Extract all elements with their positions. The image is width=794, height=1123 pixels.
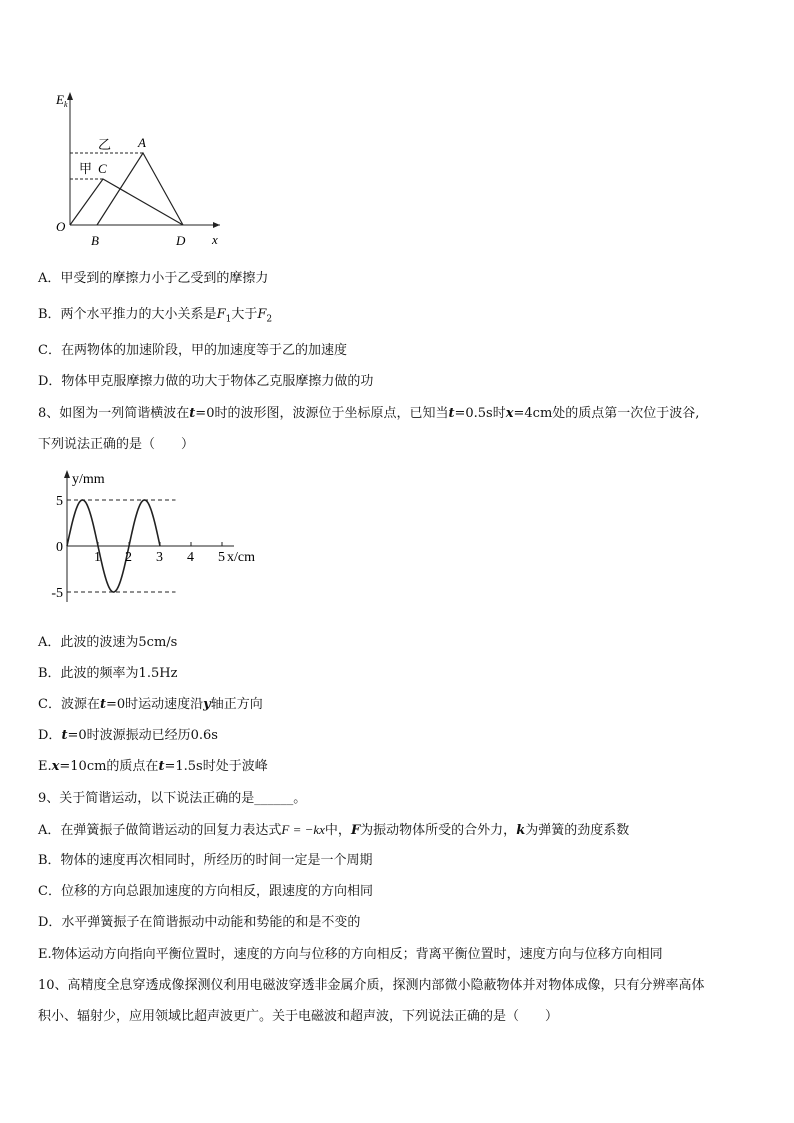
- wave-chart: [40, 466, 300, 612]
- q9-option-b: B．物体的速度再次相同时，所经历的时间一定是一个周期: [38, 853, 373, 868]
- x-tick-label-3: 3: [156, 550, 163, 565]
- q8-stem-line1: 8、如图为一列简谐横波在t=0时的波形图，波源位于坐标原点，已知当t=0.5s时x=4cm处的质点第一次位于波谷,: [38, 406, 700, 421]
- q8-option-c: C．波源在t=0时运动速度沿y轴正方向: [38, 697, 263, 712]
- y-tick-label-1: 0: [56, 540, 63, 555]
- x-axis-arrow: [213, 222, 220, 228]
- curve-yi: [97, 153, 183, 225]
- q10-stem-line2: 积小、辐射少，应用领域比超声波更广。关于电磁波和超声波，下列说法正确的是（ ）: [38, 1009, 559, 1024]
- y-axis-arrow: [67, 92, 73, 100]
- q7-option-d: D．物体甲克服摩擦力做的功大于物体乙克服摩擦力做的功: [38, 374, 374, 389]
- y-tick-label-0: 5: [56, 494, 63, 509]
- q9-option-c: C．位移的方向总跟加速度的方向相反，跟速度的方向相同: [38, 884, 373, 899]
- q9-option-d: D．水平弹簧振子在简谐振动中动能和势能的和是不变的: [38, 915, 361, 930]
- point-c-label: C: [98, 161, 107, 176]
- y-tick-label-2: -5: [51, 586, 63, 601]
- q8-stem-line2: 下列说法正确的是（ ）: [38, 437, 195, 452]
- q8-option-b: B．此波的频率为1.5Hz: [38, 666, 178, 681]
- ek-x-figure: [50, 88, 230, 248]
- origin-label: O: [56, 219, 66, 234]
- q10-stem-line1: 10、高精度全息穿透成像探测仪利用电磁波穿透非金属介质，探测内部微小隐蔽物体并对物体成像，只有分辨率高体: [38, 978, 705, 993]
- wave-x-label: x/cm: [227, 550, 255, 565]
- q9-option-a: A．在弹簧振子做简谐运动的回复力表达式F = −kx中，F为振动物体所受的合外力，k为弹簧的劲度系数: [38, 822, 630, 838]
- wave-y-axis-arrow: [64, 470, 70, 478]
- q8-option-e: E.x=10cm的质点在t=1.5s时处于波峰: [38, 759, 268, 774]
- q9-option-e: E.物体运动方向指向平衡位置时，速度的方向与位移的方向相反；背离平衡位置时，速度方向与位移方向相同: [38, 947, 663, 962]
- label-yi: 乙: [98, 137, 112, 152]
- ek-label: $E_k$: [56, 92, 68, 109]
- wave-y-label: y/mm: [72, 472, 105, 487]
- x-tick-label-1: 1: [94, 550, 101, 565]
- q9-stem: 9、关于简谐运动，以下说法正确的是______。: [38, 791, 307, 806]
- q8-option-a: A．此波的波速为5cm/s: [38, 635, 178, 650]
- point-d-label: D: [176, 233, 186, 248]
- x-tick-label-5: 5: [218, 550, 225, 565]
- curve-jia: [70, 179, 183, 225]
- x-label: x: [212, 232, 218, 247]
- label-jia: 甲: [79, 161, 93, 176]
- q7-option-b: B．两个水平推力的大小关系是$F_1$大于$F_2$: [38, 307, 273, 325]
- x-tick-label-4: 4: [187, 550, 194, 565]
- point-a-label: A: [138, 135, 146, 150]
- q7-option-c: C．在两物体的加速阶段，甲的加速度等于乙的加速度: [38, 343, 347, 358]
- point-b-label: B: [91, 233, 99, 248]
- q7-option-a: A．甲受到的摩擦力小于乙受到的摩擦力: [38, 271, 269, 286]
- x-tick-label-2: 2: [125, 550, 132, 565]
- q8-option-d: D．t=0时波源振动已经历0.6s: [38, 728, 218, 743]
